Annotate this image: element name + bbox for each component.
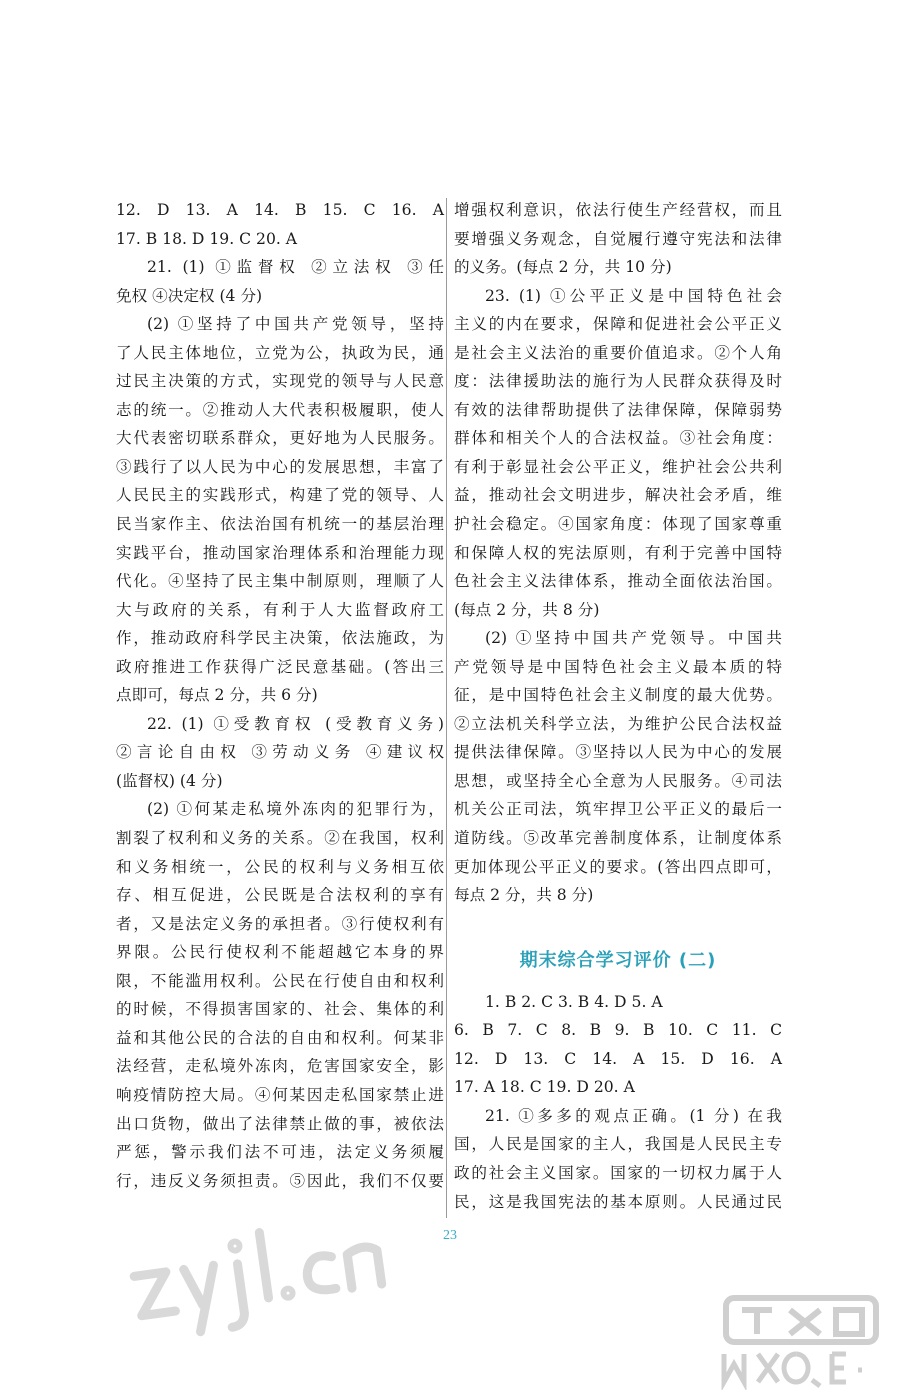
answer-line: 政的社会主义国家。国家的一切权力属于人 — [454, 1163, 782, 1182]
right-column-line: 提供法律保障。③坚持以人民为中心的发展 — [454, 743, 782, 762]
left-column-line: 代化。④坚持了民主集中制原则，理顺了人 — [116, 572, 444, 591]
left-column-line: ③践行了以人民为中心的发展思想，丰富了 — [116, 457, 444, 476]
watermark-zyjl-icon — [121, 1193, 453, 1346]
left-column-line: 割裂了权利和义务的关系。②在我国，权利 — [116, 829, 444, 848]
right-column-line: (每点 2 分，共 8 分) — [454, 600, 600, 619]
right-column-line: 群体和相关个人的合法权益。③社会角度： — [454, 429, 782, 448]
column-divider — [446, 198, 447, 1218]
left-column-line: 了人民主体地位，立党为公，执政为民，通 — [116, 343, 444, 362]
section-heading: 期末综合学习评价 (二) — [519, 949, 717, 971]
left-column-line: 大代表密切联系群众，更好地为人民服务。 — [116, 429, 444, 448]
left-column-line: 和义务相统一，公民的权利与义务相互依 — [116, 857, 444, 876]
left-column-line: 点即可，每点 2 分，共 6 分) — [116, 686, 318, 705]
right-column-bottom — [454, 988, 782, 1216]
left-column-line: 严惩，警示我们法不可违，法定义务须履 — [116, 1143, 444, 1162]
left-column-line: 民当家作主、依法治国有机统一的基层治理 — [116, 515, 444, 534]
left-column-line: 益和其他公民的合法的自由和权利。何某非 — [116, 1028, 444, 1047]
left-column-line: 响疫情防控大局。④何某因走私国家禁止进 — [116, 1085, 444, 1104]
left-column-line: 22. (1) ①受教育权 (受教育义务) — [147, 714, 444, 733]
left-column-line: 法经营，走私境外冻肉，危害国家安全，影 — [116, 1057, 444, 1076]
left-column-line: 志的统一。②推动人大代表积极履职，使人 — [116, 400, 444, 419]
left-column-line: (2) ①坚持了中国共产党领导，坚持 — [147, 315, 444, 334]
left-column-line: ②言论自由权 ③劳动义务 ④建议权 — [116, 743, 444, 762]
watermark-mxqe-icon — [712, 1290, 892, 1390]
watermark-logo-right — [712, 1290, 892, 1390]
left-column-line: 大与政府的关系，有利于人大监督政府工 — [116, 600, 444, 619]
answer-line: 17. A 18. C 19. D 20. A — [454, 1078, 635, 1097]
right-column-line: 道防线。⑤改革完善制度体系，让制度体系 — [454, 829, 782, 848]
left-column-line: 政府推进工作获得广泛民意基础。(答出三 — [116, 657, 444, 676]
right-column-line: 有效的法律帮助提供了法律保障，保障弱势 — [454, 400, 782, 419]
right-column-line: 和保障人权的宪法原则，有利于完善中国特 — [454, 543, 782, 562]
right-column-line: 增强权利意识，依法行使生产经营权，而且 — [454, 201, 782, 219]
left-column-line: 12. D 13. A 14. B 15. C 16. A — [116, 201, 444, 219]
right-column-line: 度：法律援助法的施行为人民群众获得及时 — [454, 372, 782, 391]
left-column-line: (2) ①何某走私境外冻肉的犯罪行为， — [147, 800, 444, 819]
answer-line: 国，人民是国家的主人，我国是人民民主专 — [454, 1135, 782, 1154]
right-column-line: (2) ①坚持中国共产党领导。中国共 — [485, 629, 782, 648]
answer-line: 民，这是我国宪法的基本原则。人民通过民 — [454, 1192, 782, 1211]
left-column-line: 限，不能滥用权利。公民在行使自由和权利 — [116, 971, 444, 990]
right-column-line: ②立法机关科学立法，为维护公民合法权益 — [454, 714, 782, 733]
right-column-line: 色社会主义法律体系，推动全面依法治国。 — [454, 572, 782, 591]
left-column-line: (监督权) (4 分) — [116, 771, 223, 790]
left-column-line: 21. (1) ①监督权 ②立法权 ③任 — [147, 258, 444, 277]
left-column-line: 存、相互促进，公民既是合法权利的享有 — [116, 886, 444, 905]
right-column-line: 的义务。(每点 2 分，共 10 分) — [454, 258, 672, 277]
left-column-line: 者，又是法定义务的承担者。③行使权利有 — [116, 914, 444, 933]
spacer — [454, 910, 782, 934]
answer-line: 1. B 2. C 3. B 4. D 5. A — [485, 992, 663, 1011]
left-column-line: 界限。公民行使权利不能超越它本身的界 — [116, 943, 444, 962]
right-column-line: 有利于彰显社会公平正义，维护社会公共利 — [454, 457, 782, 476]
watermark-logo-left — [121, 1193, 456, 1363]
right-column-top — [454, 196, 782, 910]
right-column-line: 机关公正司法，筑牢捍卫公平正义的最后一 — [454, 800, 782, 819]
left-column-line: 过民主决策的方式，实现党的领导与人民意 — [116, 372, 444, 391]
left-column-line: 免权 ④决定权 (4 分) — [116, 286, 263, 305]
page-number: 23 — [443, 1228, 457, 1243]
right-column-line: 产党领导是中国特色社会主义最本质的特 — [454, 657, 782, 676]
left-column-line: 行，违反义务须担责。⑤因此，我们不仅要 — [116, 1171, 444, 1190]
right-column-line: 益，推动社会文明进步，解决社会矛盾，维 — [454, 486, 782, 505]
right-column-line: 思想，或坚持全心全意为人民服务。④司法 — [454, 771, 782, 790]
left-column-line: 人民民主的实践形式，构建了党的领导、人 — [116, 486, 444, 505]
left-column-line: 实践平台，推动国家治理体系和治理能力现 — [116, 543, 444, 562]
left-column — [116, 196, 444, 1195]
right-column-line: 征，是中国特色社会主义制度的最大优势。 — [454, 686, 782, 705]
right-column-line: 每点 2 分，共 8 分) — [454, 886, 594, 905]
right-column-line: 更加体现公平正义的要求。(答出四点即可， — [454, 857, 782, 876]
left-column-line: 作，推动政府科学民主决策，依法施政，为 — [116, 629, 444, 648]
right-column-line: 护社会稳定。④国家角度：体现了国家尊重 — [454, 515, 782, 534]
right-column-line: 要增强义务观念，自觉履行遵守宪法和法律 — [454, 229, 782, 248]
left-column-line: 的时候，不得损害国家的、社会、集体的利 — [116, 1000, 444, 1019]
left-column-line: 出口货物，做出了法律禁止做的事，被依法 — [116, 1114, 444, 1133]
answer-line: 21. ①多多的观点正确。(1 分) 在我 — [485, 1106, 782, 1125]
answer-line: 12. D 13. C 14. A 15. D 16. A — [454, 1049, 782, 1068]
right-column — [454, 196, 782, 1216]
right-column-line: 23. (1) ①公平正义是中国特色社会 — [485, 286, 782, 305]
right-column-line: 是社会主义法治的重要价值追求。②个人角 — [454, 343, 782, 362]
right-column-line: 主义的内在要求，保障和促进社会公平正义 — [454, 315, 782, 334]
answer-line: 6. B 7. C 8. B 9. B 10. C 11. C — [454, 1021, 782, 1040]
left-column-line: 17. B 18. D 19. C 20. A — [116, 229, 298, 248]
